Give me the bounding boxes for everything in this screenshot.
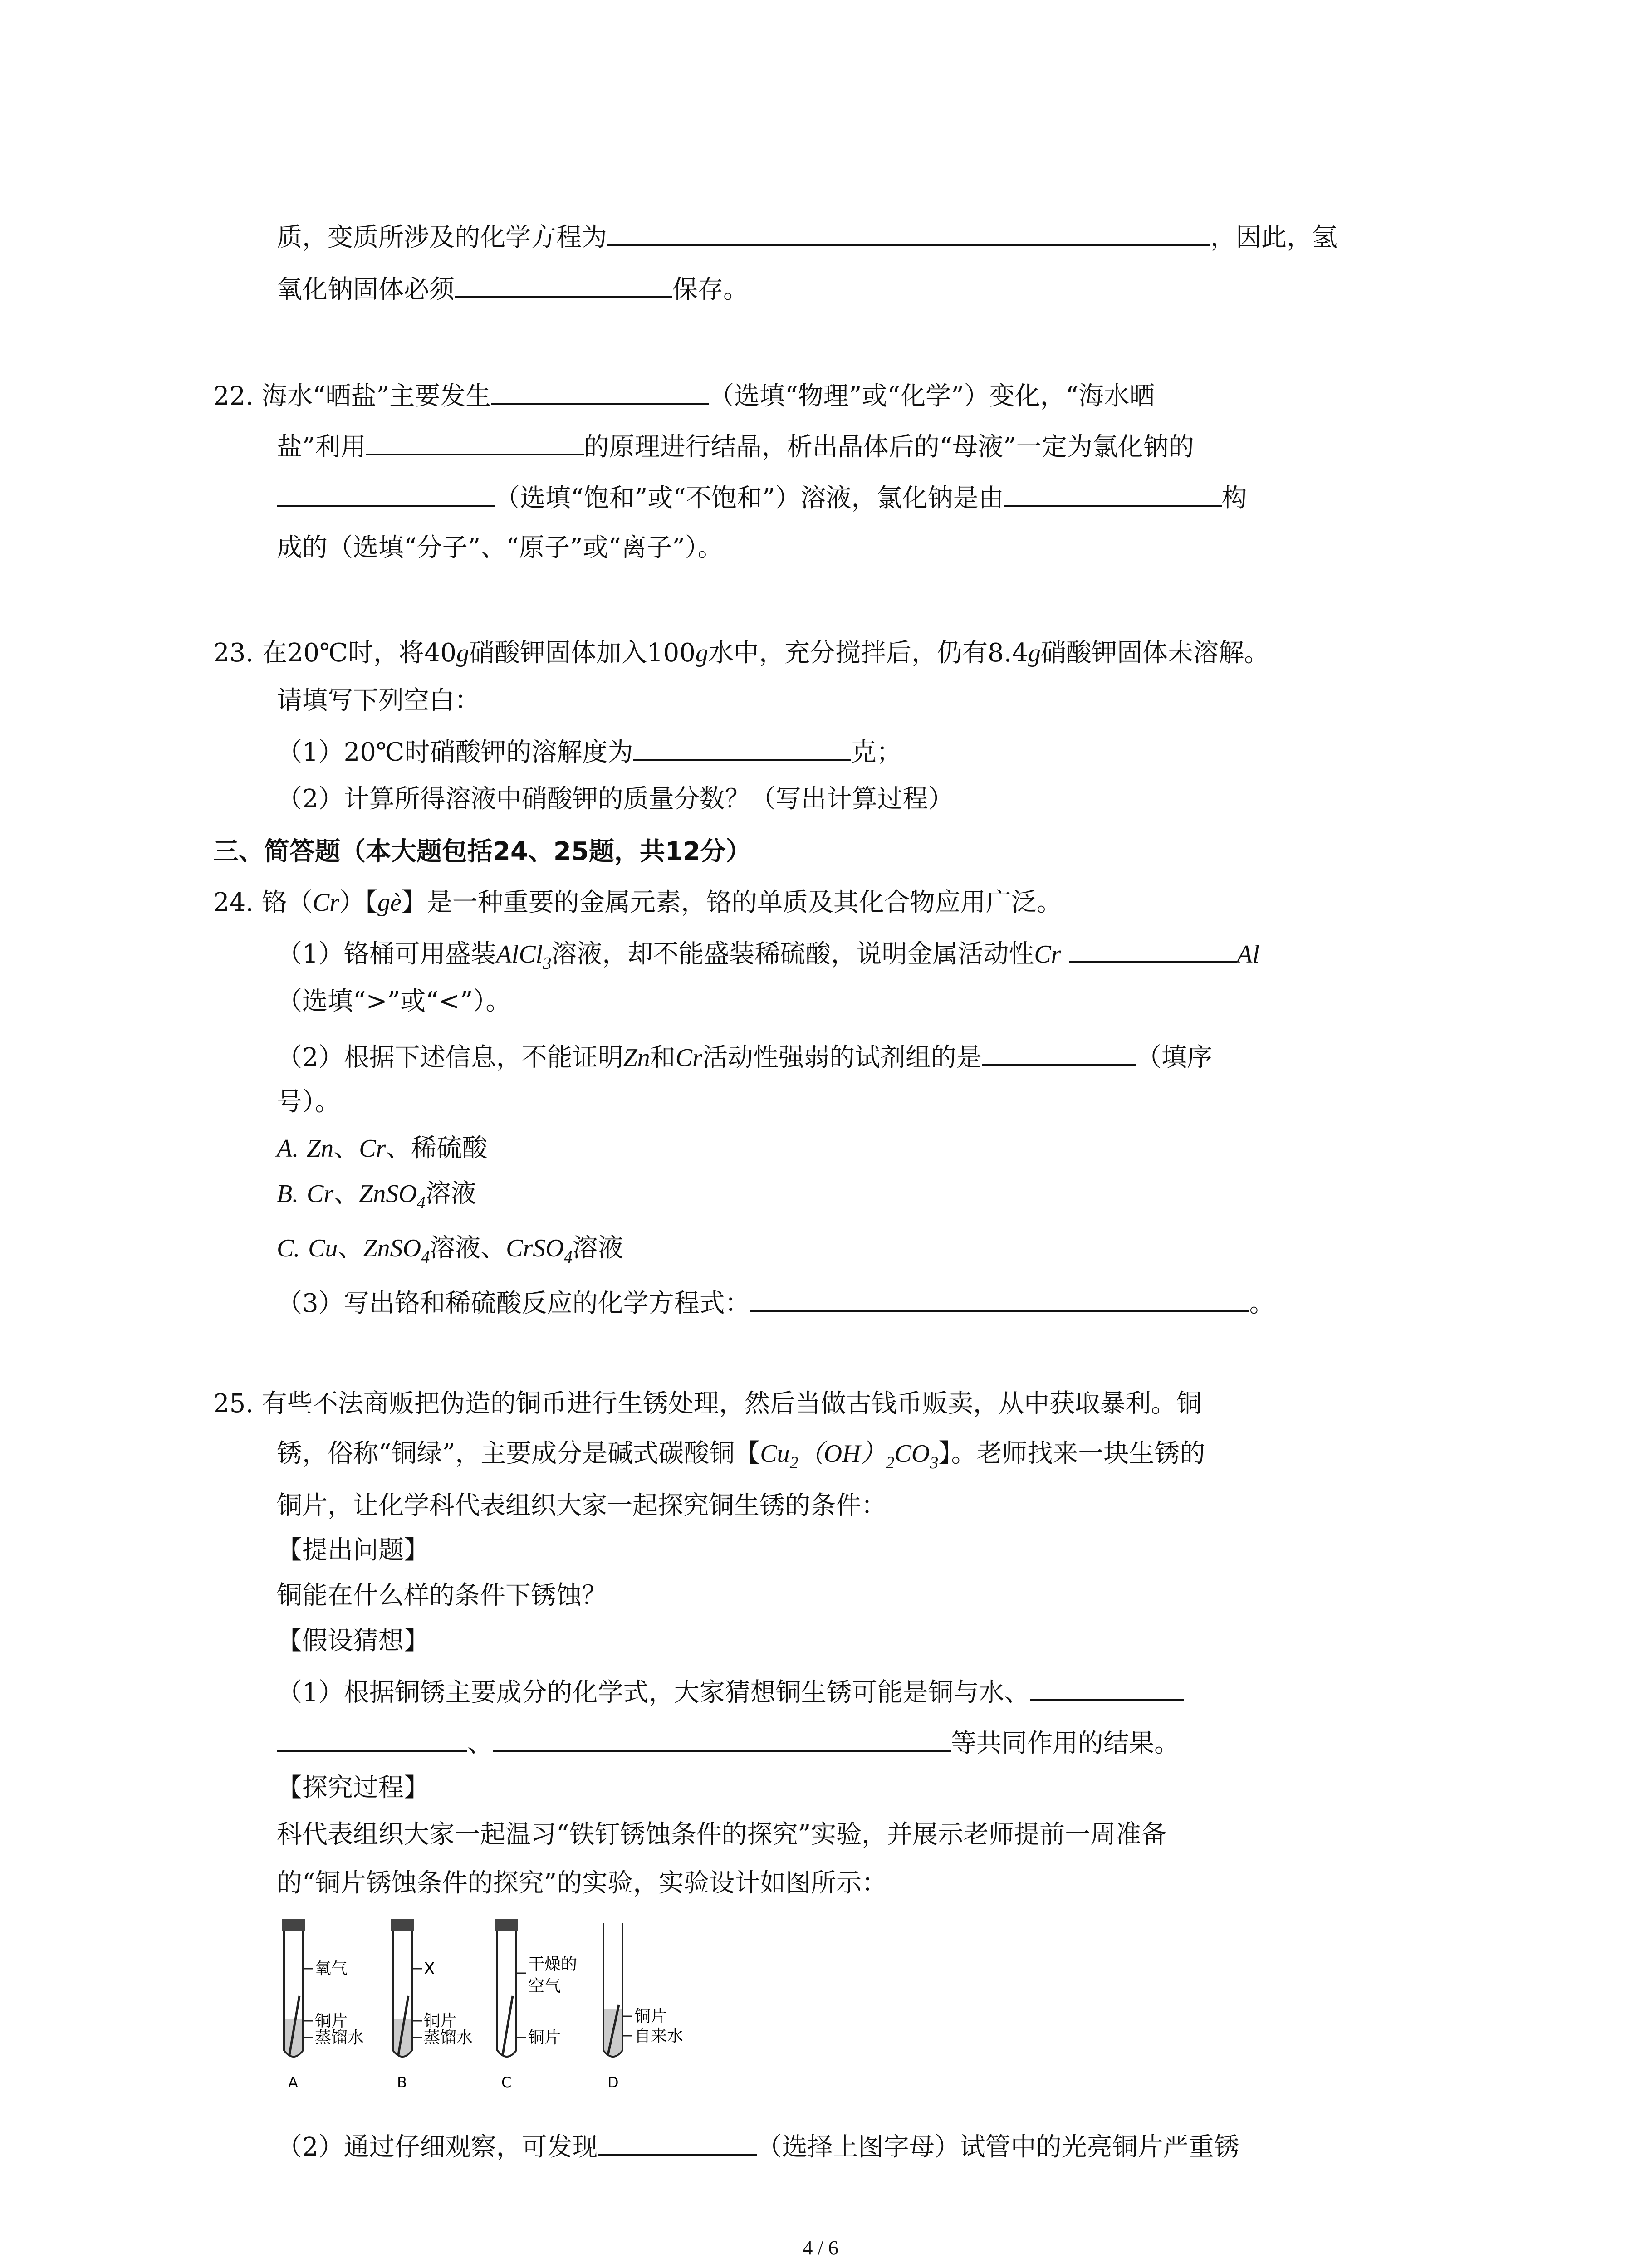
answer-blank[interactable] bbox=[366, 427, 584, 455]
tube-letter: B bbox=[397, 2074, 407, 2091]
tube-label: 铜片 bbox=[528, 2028, 561, 2047]
question-24-part-1-cont: （选填“>”或“<”）。 bbox=[277, 987, 511, 1016]
tube-letter: A bbox=[288, 2074, 298, 2091]
question-25-line-2: 锈，俗称“铜绿”，主要成分是碱式碳酸铜【$Cu_2(OH)_2CO_3$】。老师找来一块生锈的 bbox=[277, 1439, 1205, 1472]
answer-blank[interactable] bbox=[633, 733, 851, 761]
q21-line-1: 质，变质所涉及的化学方程为 ，因此，氢 bbox=[277, 218, 1337, 256]
question-24-part-3: （3）写出铬和稀硫酸反应的化学方程式： 。 bbox=[277, 1284, 1275, 1322]
question-24-part-1: （1）铬桶可用盛装AlCl$_3$溶液，却不能盛装稀硫酸，说明金属活动性Cr Al bbox=[277, 934, 1259, 975]
question-23-part-2: （2）计算所得溶液中硝酸钾的质量分数？（写出计算过程） bbox=[277, 784, 954, 814]
copper-strip-icon bbox=[503, 1996, 513, 2055]
tube-label: 干燥的 bbox=[528, 1955, 578, 1974]
section-label-question: 【提出问题】 bbox=[277, 1535, 429, 1565]
page-number: 4 / 6 bbox=[803, 2237, 838, 2259]
answer-blank[interactable] bbox=[598, 2127, 757, 2156]
tube-label: 铜片 bbox=[315, 2012, 348, 2030]
answer-blank[interactable] bbox=[455, 270, 672, 298]
section-heading: 三、简答题（本大题包括24、25题，共12分） bbox=[213, 837, 751, 866]
question-23-line-2: 请填写下列空白： bbox=[277, 686, 480, 715]
tube-label: 蒸馏水 bbox=[315, 2028, 364, 2047]
answer-blank[interactable] bbox=[1069, 934, 1237, 963]
tube-label: 铜片 bbox=[634, 2007, 667, 2026]
question-25-part-1: （1）根据铜锈主要成分的化学式，大家猜想铜生锈可能是铜与水、 bbox=[277, 1673, 1184, 1711]
question-25-line-3: 铜片，让化学科代表组织大家一起探究铜生锈的条件： bbox=[277, 1491, 887, 1520]
test-tube-figure bbox=[277, 1919, 753, 2100]
tube-letter: C bbox=[501, 2074, 512, 2091]
question-22-line-4: 成的（选填“分子”、“原子”或“离子”）。 bbox=[277, 533, 723, 562]
q21-line-2: 氧化钠固体必须 保存。 bbox=[277, 270, 749, 308]
question-23-line-1: 23. 在20℃时，将40g硝酸钾固体加入100g水中，充分搅拌后，仍有8.4g硝酸钾固体未溶解。 bbox=[213, 638, 1269, 668]
question-22-line-3: （选填“饱和”或“不饱和”）溶液，氯化钠是由 构 bbox=[277, 479, 1247, 517]
tube-c bbox=[495, 1919, 577, 2091]
tube-label: 铜片 bbox=[424, 2012, 457, 2030]
answer-blank[interactable] bbox=[750, 1284, 1249, 1312]
question-25-line-1: 25. 有些不法商贩把伪造的铜币进行生锈处理，然后当做古钱币贩卖，从中获取暴利。铜 bbox=[213, 1389, 1202, 1418]
option-b: B. Cr、ZnSO$_4$溶液 bbox=[277, 1179, 476, 1212]
question-25-line-4: 铜能在什么样的条件下锈蚀？ bbox=[277, 1581, 607, 1610]
question-25-part-2: （2）通过仔细观察，可发现 （选择上图字母）试管中的光亮铜片严重锈 bbox=[277, 2127, 1239, 2165]
answer-blank[interactable] bbox=[1004, 479, 1222, 507]
question-24-part-2: （2）根据下述信息，不能证明Zn和Cr活动性强弱的试剂组的是 （填序 bbox=[277, 1038, 1212, 1076]
question-25-part-1-cont: 、 等共同作用的结果。 bbox=[277, 1724, 1180, 1762]
answer-blank[interactable] bbox=[277, 1724, 467, 1752]
question-24-line-1: 24. 铬（Cr）【gè】是一种重要的金属元素，铬的单质及其化合物应用广泛。 bbox=[213, 888, 1062, 917]
tube-d bbox=[603, 1923, 683, 2091]
section-label-hypothesis: 【假设猜想】 bbox=[277, 1626, 429, 1656]
answer-blank[interactable] bbox=[1030, 1673, 1184, 1701]
option-c: C. Cu、ZnSO$_4$溶液、CrSO$_4$溶液 bbox=[277, 1233, 623, 1267]
tube-label: 空气 bbox=[528, 1977, 561, 1995]
tube-label: 氧气 bbox=[315, 1960, 348, 1978]
tube-b bbox=[391, 1919, 473, 2091]
question-24-part-2-cont: 号）。 bbox=[277, 1087, 340, 1117]
stopper-icon bbox=[282, 1919, 305, 1931]
tube-label: X bbox=[424, 1960, 435, 1978]
tube-label: 蒸馏水 bbox=[424, 2028, 473, 2047]
stopper-icon bbox=[495, 1919, 518, 1931]
stopper-icon bbox=[391, 1919, 414, 1931]
answer-blank[interactable] bbox=[491, 376, 709, 405]
option-a: A. Zn、Cr、稀硫酸 bbox=[277, 1134, 488, 1163]
question-23-part-1: （1）20℃时硝酸钾的溶解度为 克； bbox=[277, 733, 902, 771]
question-25-line-6: 的“铜片锈蚀条件的探究”的实验，实验设计如图所示： bbox=[277, 1868, 887, 1898]
tube-a bbox=[282, 1919, 364, 2091]
question-22-line-2: 盐”利用 的原理进行结晶，析出晶体后的“母液”一定为氯化钠的 bbox=[277, 427, 1194, 465]
question-22-line-1: 22. 海水“晒盐”主要发生 （选填“物理”或“化学”）变化，“海水晒 bbox=[213, 376, 1155, 415]
answer-blank[interactable] bbox=[607, 218, 1210, 246]
question-25-line-5: 科代表组织大家一起温习“铁钉锈蚀条件的探究”实验，并展示老师提前一周准备 bbox=[277, 1820, 1167, 1849]
answer-blank[interactable] bbox=[493, 1724, 951, 1752]
tube-letter: D bbox=[607, 2074, 619, 2091]
section-label-process: 【探究过程】 bbox=[277, 1773, 429, 1803]
answer-blank[interactable] bbox=[277, 479, 495, 507]
tube-label: 自来水 bbox=[634, 2027, 684, 2045]
answer-blank[interactable] bbox=[982, 1038, 1136, 1066]
